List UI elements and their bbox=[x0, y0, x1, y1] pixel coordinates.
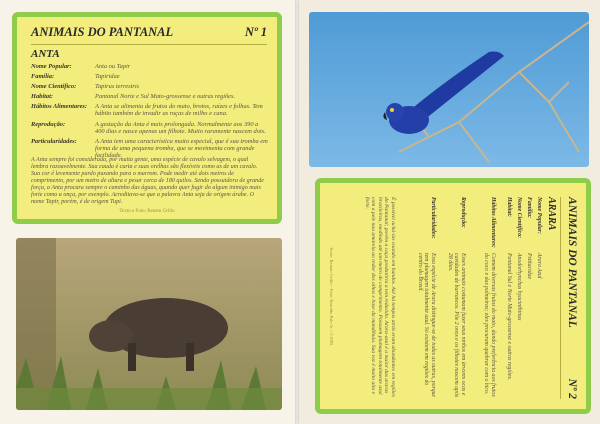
description-paragraph: A Anta sempre foi considerada, por muita gente, uma espécie de cavalo selvagem, o qual lembra razoavelmente. Sua cauda é curta e suas orelhas são flexíveis como as de um cavalo. Sua cor é levemente pardo puxando para o marrom. Pode medir até dois metros de comprimento, por um metro de altura e pesar cerca de 180 quilos. Sendo possuidora de grande força, a Anta procura sempre o caminho das águas, quando quer fugir do algum inimigo mais forte como a onça, por exemplo. Acreditava-se que a palavra Anta seja de origem árabe. O nome Tapir, porém, é de origem Tupi. bbox=[31, 157, 264, 205]
field-value: Essa espécie de Arara distingue-se de todas as outras, porque tem plumagem totalmente azul. Só existem em regiões do centro do Brasil. bbox=[416, 253, 436, 397]
photo-credit: Texto: Renato Grillo - Foto: Haroldo Palo Jr. / ©1985 bbox=[329, 246, 334, 346]
left-page bbox=[0, 0, 295, 424]
field-label: Nome Científico: bbox=[31, 83, 77, 90]
field-label: Nome Popular: bbox=[536, 197, 542, 234]
photo-credit: Texto e Foto: Renato Grillo bbox=[119, 209, 175, 214]
field-label: Habitat: bbox=[506, 197, 512, 217]
card-number: Nº 2 bbox=[566, 378, 578, 399]
field-value: Tapirus terrestris bbox=[95, 83, 140, 90]
description-paragraph: É possível achá-las voando em bandos. Até há tempos atrás eram abundantes em regiões do Pantanal; porém a caça predatória a tem reduzido. Arara-azul é a maior das araras brasileiras, medindo até um metro de comprimento. Possuem plumagem totalmente azul com a pele nua amarela ao redor dos olhos e base da mandíbula. Sua voz é muito alta e forte. bbox=[364, 197, 396, 397]
card-number: Nº 1 bbox=[244, 25, 267, 39]
tapir-photo bbox=[16, 238, 282, 410]
macaw-illustration bbox=[309, 12, 589, 167]
card-anta bbox=[12, 12, 282, 224]
field-label: Família: bbox=[526, 197, 532, 218]
field-value: Comem diversas frutas do mato, dando preferência aos frutos do coco e das palmeiras; eles procuram quebrar com o bico. bbox=[483, 253, 496, 397]
field-value: Anta ou Tapir bbox=[95, 63, 131, 70]
series-title: ANIMAIS DO PANTANAL bbox=[31, 25, 174, 39]
field-value: Anodorhynchus hyacinthinus bbox=[516, 253, 522, 321]
field-label: Hábitos Alimentares: bbox=[31, 103, 88, 110]
field-value: A gestação da Anta é mais prolongada. Normalmente aos 390 a 400 dias e nasce apenas um filhote. Muito raramente nascem dois. bbox=[95, 121, 266, 135]
field-value: Pantanal Norte e Sul Mato-grossense e outras regiões. bbox=[95, 93, 236, 100]
card-arara bbox=[315, 178, 591, 414]
field-value: Arara Azul bbox=[536, 253, 542, 279]
right-page bbox=[299, 0, 600, 424]
arara-photo bbox=[309, 12, 589, 167]
field-label: Hábitos Alimentares: bbox=[490, 197, 496, 248]
animal-name: ARARA bbox=[546, 197, 557, 231]
animal-name: ANTA bbox=[31, 48, 60, 60]
field-label: Particularidades: bbox=[31, 138, 77, 145]
header-divider bbox=[560, 197, 561, 399]
field-label: Habitat: bbox=[31, 93, 54, 100]
field-label: Nome Científico: bbox=[516, 197, 522, 239]
field-value: Tapiridae bbox=[95, 73, 120, 80]
field-label: Reprodução: bbox=[460, 197, 466, 228]
field-value: Pantanal Sul e Norte Mato-grossense e outras regiões. bbox=[506, 253, 512, 381]
field-label: Reprodução: bbox=[31, 121, 66, 128]
field-label: Particularidades: bbox=[430, 197, 436, 239]
header-divider bbox=[31, 44, 267, 45]
card-header bbox=[31, 25, 267, 43]
series-title: ANIMAIS DO PANTANAL bbox=[566, 197, 578, 328]
field-value: Psittacidae bbox=[526, 253, 532, 280]
field-label: Família: bbox=[31, 73, 55, 80]
tapir-illustration bbox=[16, 238, 282, 410]
field-value: Esses animais costumam fazer seus ninhos em árvores ocas e cavidades de barrancos. Põe 2 ovos e os filhotes nascem após 28 dias. bbox=[446, 253, 466, 398]
card-arara-wrapper bbox=[315, 178, 591, 414]
field-value: A Anta se alimenta de frutos do mato, brotos, raízes e folhas. Tem hábito também de invadir as roças de milho e cana. bbox=[95, 103, 263, 117]
field-value: A Anta tem uma característica muito especial, que é sua tromba em forma de uma pequena tromba, que se movimenta com grande facilidade. bbox=[95, 138, 268, 159]
field-label: Nome Popular: bbox=[31, 63, 72, 70]
